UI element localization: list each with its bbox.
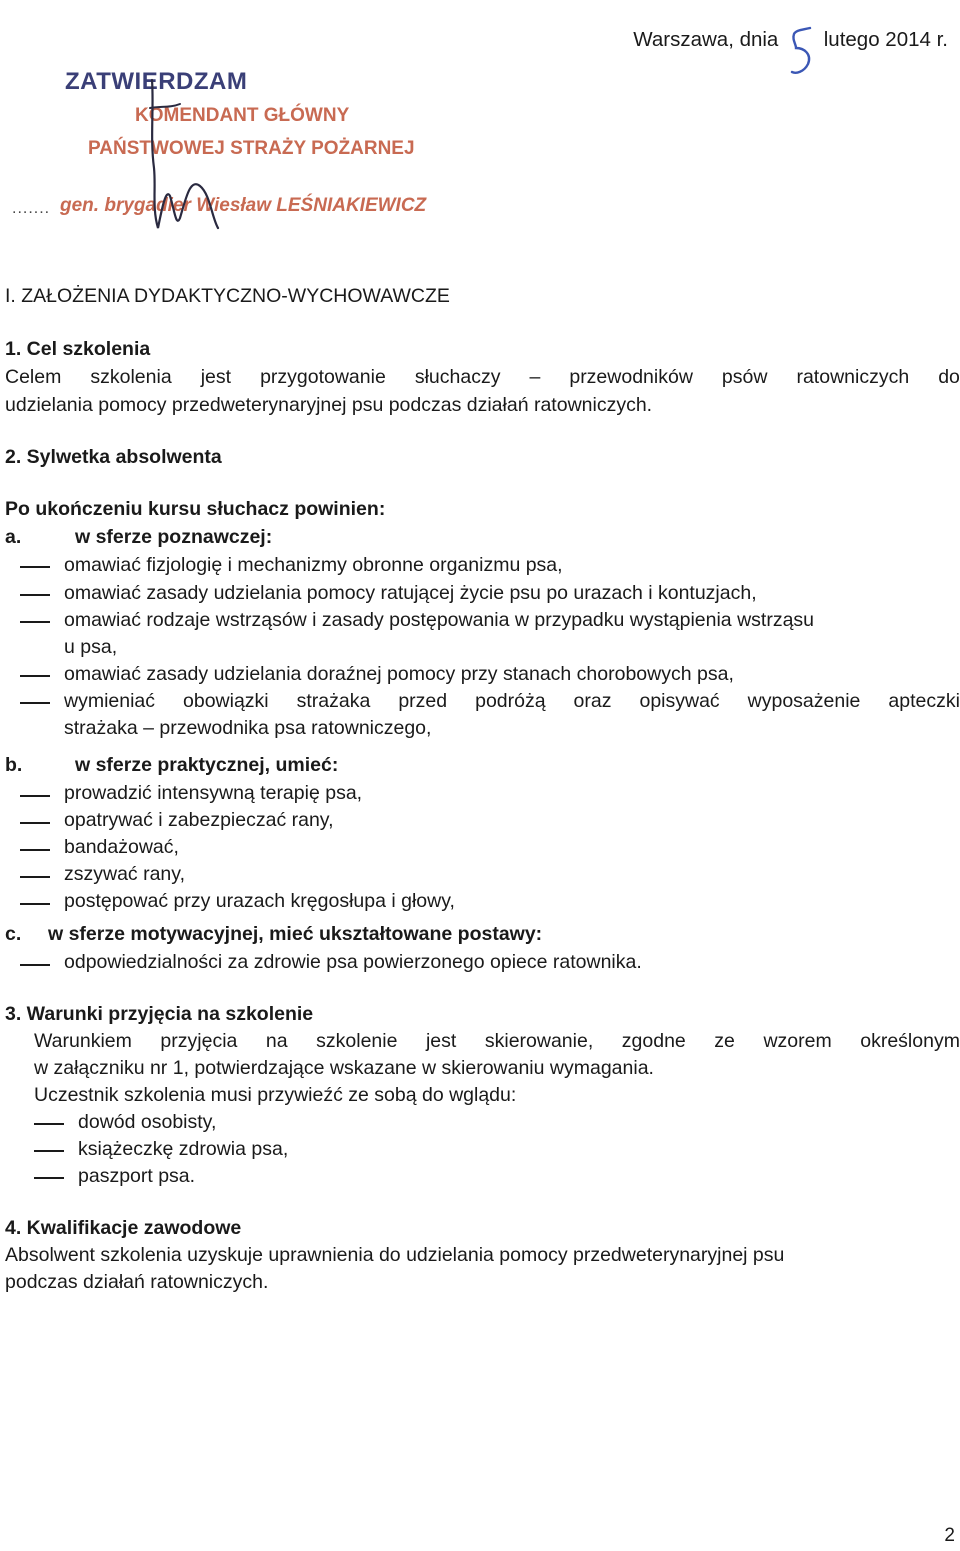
signature-icon bbox=[140, 78, 260, 238]
dash-icon bbox=[20, 594, 50, 596]
word: określonym bbox=[860, 1030, 960, 1052]
dash-icon bbox=[34, 1150, 64, 1152]
list-a-item-justified bbox=[64, 690, 960, 713]
heading-cel-szkolenia: 1. Cel szkolenia bbox=[5, 338, 151, 360]
dash-icon bbox=[20, 702, 50, 704]
word: jest bbox=[425, 1030, 457, 1052]
page-number: 2 bbox=[944, 1525, 955, 1546]
word: na bbox=[265, 1030, 288, 1052]
s2-intro: Po ukończeniu kursu słuchacz powinien: bbox=[5, 498, 386, 520]
approval-stamp bbox=[10, 60, 427, 235]
stamp-dots: ....... bbox=[12, 200, 51, 217]
stamp-line1: KOMENDANT GŁÓWNY bbox=[135, 105, 350, 126]
list-a-item: omawiać zasady udzielania doraźnej pomocy przy stanach chorobowych psa, bbox=[64, 663, 734, 685]
heading-warunki: 3. Warunki przyjęcia na szkolenie bbox=[5, 1003, 314, 1025]
word: apteczki bbox=[888, 690, 960, 712]
word: strażaka bbox=[296, 690, 371, 712]
word: podróżą bbox=[475, 690, 546, 712]
list-c-item: odpowiedzialności za zdrowie psa powierzonego opiece ratownika. bbox=[64, 951, 642, 973]
s3-item: dowód osobisty, bbox=[78, 1111, 217, 1133]
dash-icon bbox=[34, 1177, 64, 1179]
word: obowiązki bbox=[183, 690, 269, 712]
s3-paragraph-line3: Uczestnik szkolenia musi przywieźć ze sobą do wglądu: bbox=[34, 1084, 517, 1106]
word: wymieniać bbox=[64, 690, 156, 712]
list-b-title: w sferze praktycznej, umieć: bbox=[75, 754, 339, 776]
list-a-item-cont: strażaka – przewodnika psa ratowniczego, bbox=[64, 717, 432, 739]
date-line bbox=[633, 28, 948, 52]
word: psów bbox=[721, 366, 768, 388]
list-a-item: omawiać rodzaje wstrząsów i zasady postępowania w przypadku wystąpienia wstrząsu bbox=[64, 609, 815, 631]
dash-icon bbox=[20, 566, 50, 568]
word: szkolenie bbox=[316, 1030, 398, 1052]
list-b-item: prowadzić intensywną terapię psa, bbox=[64, 782, 363, 804]
word: ze bbox=[714, 1030, 735, 1052]
word: szkolenia bbox=[90, 366, 172, 388]
s1-paragraph-line2: udzielania pomocy przedweterynaryjnej psu podczas działań ratowniczych. bbox=[5, 394, 653, 416]
dash-icon bbox=[34, 1123, 64, 1125]
word: do bbox=[938, 366, 960, 388]
dash-icon bbox=[20, 795, 50, 797]
list-b-item: bandażować, bbox=[64, 836, 179, 858]
word: opisywać bbox=[639, 690, 720, 712]
word: przygotowanie bbox=[260, 366, 386, 388]
list-c-label: c. bbox=[5, 923, 22, 945]
s3-paragraph-line1 bbox=[34, 1030, 960, 1053]
list-a-item: omawiać zasady udzielania pomocy ratującej życie psu po urazach i kontuzjach, bbox=[64, 582, 757, 604]
word: ratowniczych bbox=[796, 366, 910, 388]
word: Warunkiem bbox=[34, 1030, 132, 1052]
word: przed bbox=[398, 690, 448, 712]
dash-icon bbox=[20, 849, 50, 851]
list-b-label: b. bbox=[5, 754, 23, 776]
section-title: I. ZAŁOŻENIA DYDAKTYCZNO-WYCHOWAWCZE bbox=[5, 285, 450, 307]
stamp-line2: PAŃSTWOWEJ STRAŻY POŻARNEJ bbox=[88, 138, 415, 159]
s3-paragraph-line2: w załączniku nr 1, potwierdzające wskazane w skierowaniu wymagania. bbox=[34, 1057, 654, 1079]
heading-kwalifikacje: 4. Kwalifikacje zawodowe bbox=[5, 1217, 242, 1239]
word: przewodników bbox=[569, 366, 693, 388]
list-a-item-cont: u psa, bbox=[64, 636, 118, 658]
dash-icon bbox=[20, 876, 50, 878]
list-b-item: postępować przy urazach kręgosłupa i głowy, bbox=[64, 890, 455, 912]
s4-paragraph-line1: Absolwent szkolenia uzyskuje uprawnienia do udzielania pomocy przedweterynaryjnej psu bbox=[5, 1244, 785, 1266]
dash-icon bbox=[20, 621, 50, 623]
list-b-item: opatrywać i zabezpieczać rany, bbox=[64, 809, 334, 831]
word: wzorem bbox=[763, 1030, 832, 1052]
word: – bbox=[529, 366, 541, 388]
word: skierowanie, bbox=[484, 1030, 594, 1052]
heading-sylwetka: 2. Sylwetka absolwenta bbox=[5, 446, 222, 468]
word: Celem bbox=[5, 366, 62, 388]
date-month-year: lutego 2014 r. bbox=[823, 28, 948, 51]
list-b-item: zszywać rany, bbox=[64, 863, 185, 885]
s1-paragraph-line1 bbox=[5, 366, 960, 389]
word: zgodne bbox=[621, 1030, 686, 1052]
stamp-approve: ZATWIERDZAM bbox=[65, 68, 248, 95]
s3-item: paszport psa. bbox=[78, 1165, 196, 1187]
dash-icon bbox=[20, 964, 50, 966]
list-c-title: w sferze motywacyjnej, mieć ukształtowane postawy: bbox=[48, 923, 543, 945]
date-place: Warszawa, dnia bbox=[633, 28, 779, 51]
stamp-name: gen. brygadier Wiesław LEŚNIAKIEWICZ bbox=[60, 195, 427, 216]
dash-icon bbox=[20, 822, 50, 824]
list-a-label: a. bbox=[5, 526, 22, 548]
word: słuchaczy bbox=[414, 366, 501, 388]
dash-icon bbox=[20, 675, 50, 677]
word: jest bbox=[200, 366, 232, 388]
word: oraz bbox=[573, 690, 612, 712]
list-a-title: w sferze poznawczej: bbox=[75, 526, 273, 548]
word: przyjęcia bbox=[160, 1030, 238, 1052]
dash-icon bbox=[20, 903, 50, 905]
s4-paragraph-line2: podczas działań ratowniczych. bbox=[5, 1271, 269, 1293]
list-a-item: omawiać fizjologię i mechanizmy obronne organizmu psa, bbox=[64, 554, 563, 576]
s3-item: książeczkę zdrowia psa, bbox=[78, 1138, 289, 1160]
word: wyposażenie bbox=[747, 690, 861, 712]
